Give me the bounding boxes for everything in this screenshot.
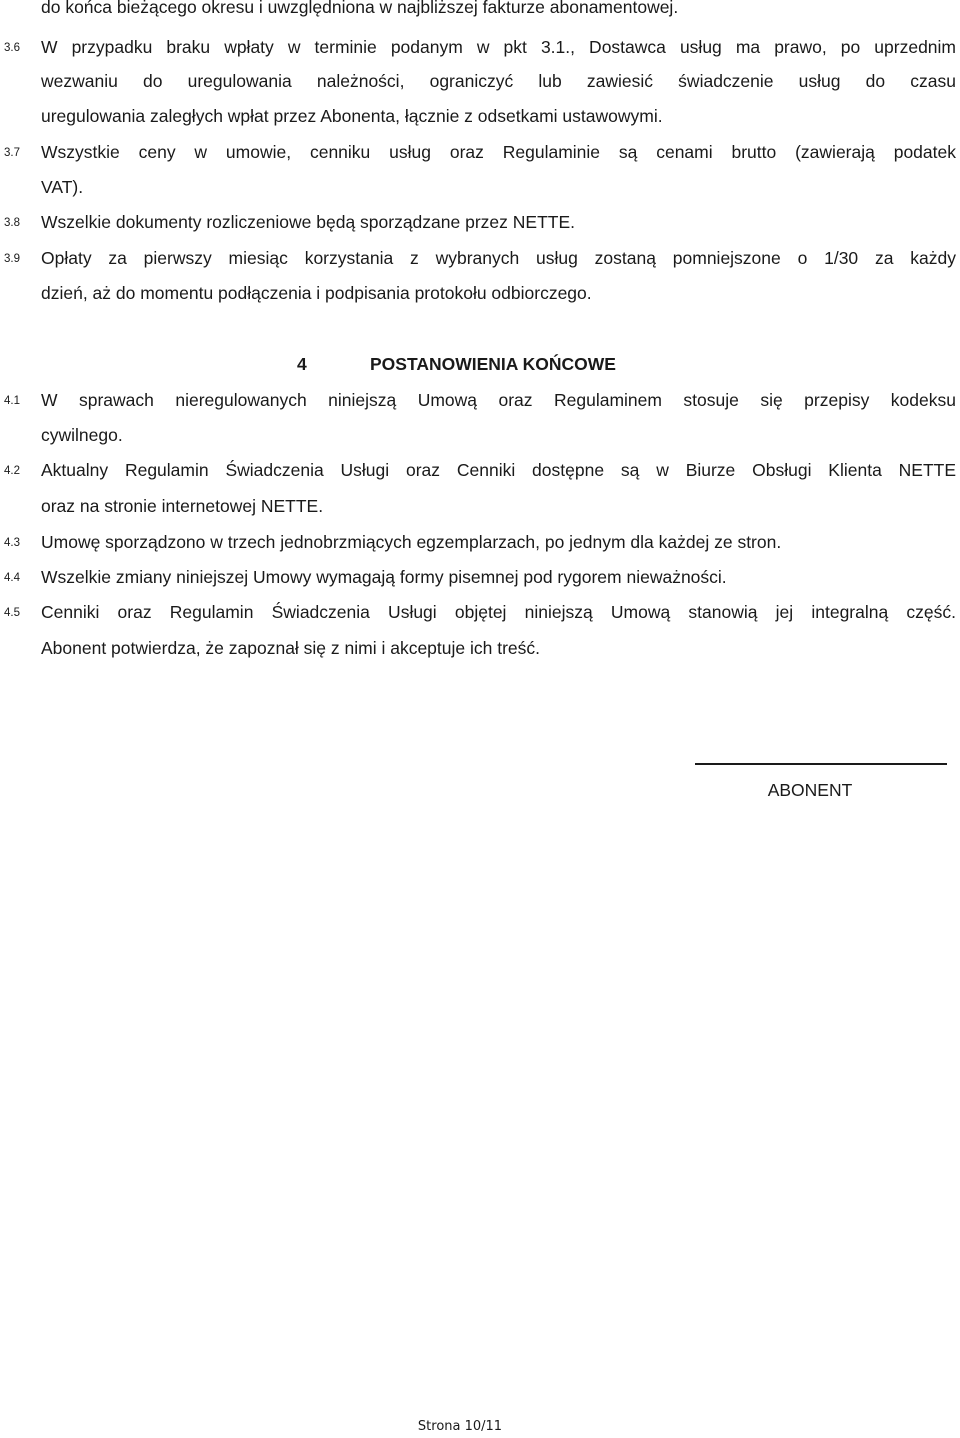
paragraph-line: do końca bieżącego okresu i uwzględniona w najbliższej fakturze abonamentowej.: [41, 0, 679, 17]
section-number-4-5: 4.5: [4, 607, 20, 619]
paragraph-line: uregulowania zaległych wpłat przez Abonenta, łącznie z odsetkami ustawowymi.: [41, 106, 663, 126]
paragraph-line: wezwaniu do uregulowania należności, ograniczyć lub zawiesić świadczenie usług do czasu: [41, 71, 956, 91]
paragraph-line: Umowę sporządzono w trzech jednobrzmiących egzemplarzach, po jednym dla każdej ze stron.: [41, 532, 782, 552]
paragraph-line: Wszystkie ceny w umowie, cenniku usług oraz Regulaminie są cenami brutto (zawierają podatek: [41, 142, 956, 162]
page-number: Strona 10/11: [417, 1419, 503, 1434]
paragraph-line: cywilnego.: [41, 425, 123, 445]
paragraph-line: Aktualny Regulamin Świadczenia Usługi oraz Cenniki dostępne są w Biurze Obsługi Klienta NETTE: [41, 460, 956, 480]
section-number-3-7: 3.7: [4, 147, 20, 159]
paragraph-line: Opłaty za pierwszy miesiąc korzystania z wybranych usług zostaną pomniejszone o 1/30 za każdy: [41, 248, 956, 268]
paragraph-line: Cenniki oraz Regulamin Świadczenia Usługi objętej niniejszą Umową stanowią jej integralną część.: [41, 602, 956, 622]
paragraph-line: W sprawach nieregulowanych niniejszą Umową oraz Regulaminem stosuje się przepisy kodeksu: [41, 390, 956, 410]
paragraph-line: Wszelkie dokumenty rozliczeniowe będą sporządzane przez NETTE.: [41, 212, 575, 232]
section-number-3-8: 3.8: [4, 217, 20, 229]
paragraph-line: dzień, aż do momentu podłączenia i podpisania protokołu odbiorczego.: [41, 283, 592, 303]
section-number-3-6: 3.6: [4, 42, 20, 54]
paragraph-line: W przypadku braku wpłaty w terminie podanym w pkt 3.1., Dostawca usług ma prawo, po uprzednim: [41, 37, 956, 57]
heading-number: 4: [297, 354, 307, 374]
section-number-3-9: 3.9: [4, 253, 20, 265]
section-number-4-2: 4.2: [4, 465, 20, 477]
signature-line: [695, 763, 947, 765]
heading-title: POSTANOWIENIA KOŃCOWE: [370, 354, 616, 374]
section-number-4-4: 4.4: [4, 572, 20, 584]
section-number-4-1: 4.1: [4, 395, 20, 407]
paragraph-line: Wszelkie zmiany niniejszej Umowy wymagają formy pisemnej pod rygorem nieważności.: [41, 567, 727, 587]
paragraph-line: VAT).: [41, 177, 84, 197]
signature-label: ABONENT: [767, 780, 853, 800]
paragraph-line: oraz na stronie internetowej NETTE.: [41, 496, 324, 516]
section-number-4-3: 4.3: [4, 537, 20, 549]
paragraph-line: Abonent potwierdza, że zapoznał się z nimi i akceptuje ich treść.: [41, 638, 541, 658]
